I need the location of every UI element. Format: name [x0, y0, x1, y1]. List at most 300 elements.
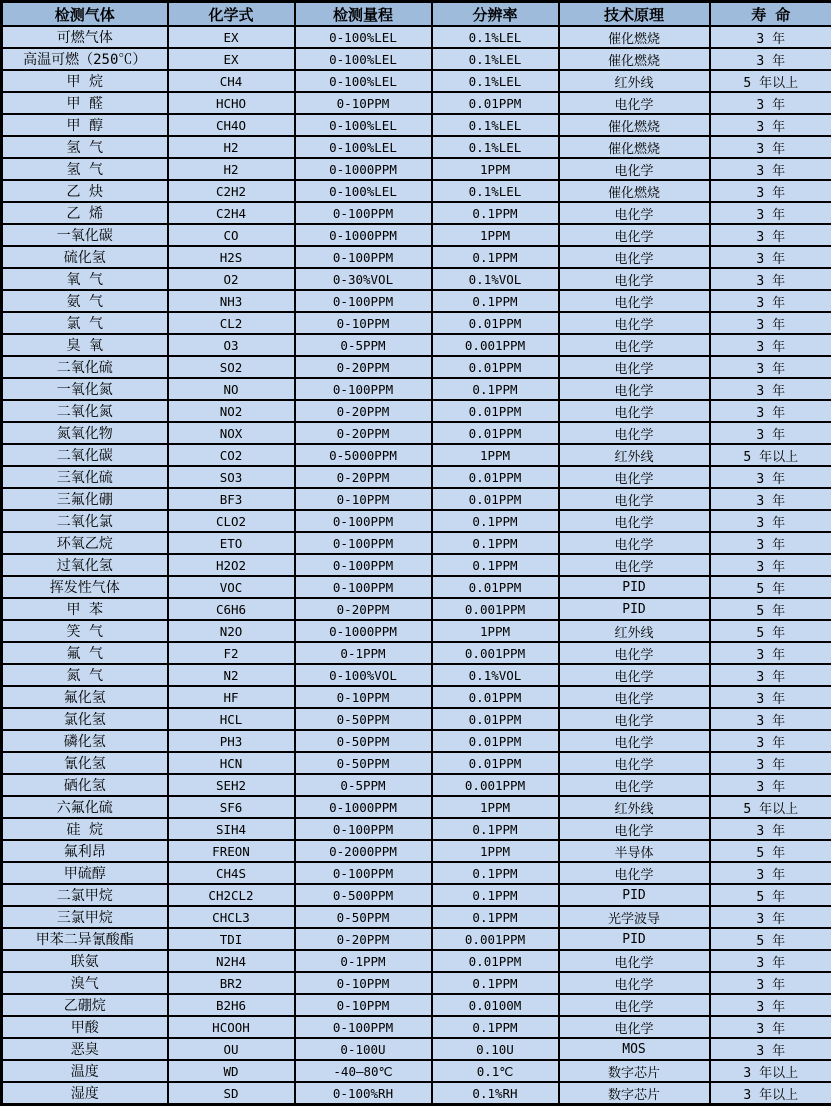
cell-resolution: 0.10U: [432, 1038, 559, 1060]
cell-technology-principle: MOS: [559, 1038, 710, 1060]
cell-resolution: 0.01PPM: [432, 950, 559, 972]
cell-detection-range: 0-10PPM: [295, 488, 432, 510]
cell-chemical-formula: PH3: [168, 730, 295, 752]
cell-chemical-formula: EX: [168, 48, 295, 70]
cell-technology-principle: 电化学: [559, 356, 710, 378]
cell-gas-name: 氧 气: [2, 268, 168, 290]
column-header-principle: 技术原理: [559, 2, 710, 27]
cell-lifespan: 3 年: [710, 378, 831, 400]
cell-lifespan: 5 年以上: [710, 70, 831, 92]
cell-detection-range: 0-20PPM: [295, 422, 432, 444]
cell-detection-range: 0-100PPM: [295, 1016, 432, 1038]
cell-technology-principle: 电化学: [559, 422, 710, 444]
cell-gas-name: 三氯甲烷: [2, 906, 168, 928]
cell-technology-principle: 数字芯片: [559, 1060, 710, 1082]
cell-technology-principle: PID: [559, 598, 710, 620]
cell-lifespan: 3 年: [710, 356, 831, 378]
cell-detection-range: 0-10PPM: [295, 972, 432, 994]
cell-detection-range: 0-100%LEL: [295, 26, 432, 48]
cell-gas-name: 六氟化硫: [2, 796, 168, 818]
cell-detection-range: 0-20PPM: [295, 598, 432, 620]
table-row: [2, 686, 831, 708]
cell-technology-principle: 电化学: [559, 268, 710, 290]
cell-lifespan: 3 年: [710, 202, 831, 224]
cell-chemical-formula: N2O: [168, 620, 295, 642]
cell-resolution: 0.1PPM: [432, 818, 559, 840]
table-row: [2, 972, 831, 994]
cell-resolution: 0.1%VOL: [432, 268, 559, 290]
cell-resolution: 1PPM: [432, 620, 559, 642]
cell-technology-principle: 电化学: [559, 158, 710, 180]
cell-lifespan: 5 年: [710, 620, 831, 642]
table-row: [2, 796, 831, 818]
cell-detection-range: 0-100%RH: [295, 1082, 432, 1105]
cell-technology-principle: 电化学: [559, 290, 710, 312]
column-header-gas: 检测气体: [2, 2, 168, 27]
cell-technology-principle: 电化学: [559, 400, 710, 422]
cell-technology-principle: 红外线: [559, 70, 710, 92]
cell-technology-principle: 电化学: [559, 950, 710, 972]
cell-detection-range: 0-100%LEL: [295, 70, 432, 92]
cell-detection-range: 0-100PPM: [295, 532, 432, 554]
cell-technology-principle: 数字芯片: [559, 1082, 710, 1105]
cell-technology-principle: 电化学: [559, 708, 710, 730]
cell-detection-range: 0-100PPM: [295, 818, 432, 840]
cell-chemical-formula: HCL: [168, 708, 295, 730]
cell-technology-principle: 电化学: [559, 466, 710, 488]
cell-detection-range: 0-100%LEL: [295, 48, 432, 70]
cell-lifespan: 3 年: [710, 114, 831, 136]
cell-technology-principle: PID: [559, 928, 710, 950]
cell-gas-name: 氟 气: [2, 642, 168, 664]
table-row: [2, 708, 831, 730]
cell-lifespan: 3 年: [710, 686, 831, 708]
table-row: [2, 400, 831, 422]
cell-gas-name: 磷化氢: [2, 730, 168, 752]
cell-lifespan: 3 年: [710, 246, 831, 268]
table-row: [2, 774, 831, 796]
cell-chemical-formula: CO: [168, 224, 295, 246]
cell-chemical-formula: C6H6: [168, 598, 295, 620]
cell-resolution: 0.1%RH: [432, 1082, 559, 1105]
cell-resolution: 0.001PPM: [432, 642, 559, 664]
cell-technology-principle: 半导体: [559, 840, 710, 862]
cell-chemical-formula: N2: [168, 664, 295, 686]
cell-detection-range: 0-1000PPM: [295, 158, 432, 180]
cell-detection-range: 0-20PPM: [295, 400, 432, 422]
cell-detection-range: 0-100PPM: [295, 510, 432, 532]
cell-resolution: 0.1%VOL: [432, 664, 559, 686]
cell-gas-name: 甲苯二异氰酸酯: [2, 928, 168, 950]
cell-gas-name: 一氧化碳: [2, 224, 168, 246]
cell-chemical-formula: HCN: [168, 752, 295, 774]
cell-gas-name: 挥发性气体: [2, 576, 168, 598]
table-row: [2, 928, 831, 950]
cell-lifespan: 3 年: [710, 422, 831, 444]
cell-technology-principle: PID: [559, 576, 710, 598]
cell-resolution: 0.1PPM: [432, 884, 559, 906]
cell-technology-principle: 电化学: [559, 224, 710, 246]
cell-lifespan: 3 年: [710, 708, 831, 730]
table-row: [2, 488, 831, 510]
cell-technology-principle: PID: [559, 884, 710, 906]
cell-technology-principle: 催化燃烧: [559, 114, 710, 136]
cell-resolution: 0.1PPM: [432, 246, 559, 268]
cell-chemical-formula: CH4: [168, 70, 295, 92]
cell-detection-range: -40—80℃: [295, 1060, 432, 1082]
cell-resolution: 0.001PPM: [432, 334, 559, 356]
cell-detection-range: 0-1000PPM: [295, 224, 432, 246]
cell-chemical-formula: O3: [168, 334, 295, 356]
cell-chemical-formula: H2: [168, 136, 295, 158]
cell-gas-name: 二氧化氯: [2, 510, 168, 532]
cell-technology-principle: 电化学: [559, 1016, 710, 1038]
cell-lifespan: 3 年: [710, 906, 831, 928]
cell-technology-principle: 电化学: [559, 730, 710, 752]
cell-chemical-formula: FREON: [168, 840, 295, 862]
table-row: [2, 224, 831, 246]
cell-chemical-formula: N2H4: [168, 950, 295, 972]
cell-resolution: 1PPM: [432, 158, 559, 180]
cell-chemical-formula: HCOOH: [168, 1016, 295, 1038]
cell-lifespan: 3 年: [710, 466, 831, 488]
cell-gas-name: 二氧化硫: [2, 356, 168, 378]
table-row: [2, 444, 831, 466]
cell-lifespan: 5 年: [710, 598, 831, 620]
cell-chemical-formula: H2: [168, 158, 295, 180]
table-row: [2, 334, 831, 356]
cell-lifespan: 3 年: [710, 994, 831, 1016]
cell-resolution: 0.01PPM: [432, 312, 559, 334]
cell-technology-principle: 红外线: [559, 796, 710, 818]
cell-gas-name: 氮氧化物: [2, 422, 168, 444]
cell-gas-name: 氨 气: [2, 290, 168, 312]
cell-detection-range: 0-20PPM: [295, 928, 432, 950]
cell-lifespan: 3 年: [710, 136, 831, 158]
cell-gas-name: 环氧乙烷: [2, 532, 168, 554]
cell-resolution: 0.01PPM: [432, 92, 559, 114]
table-row: [2, 642, 831, 664]
table-row: [2, 136, 831, 158]
cell-chemical-formula: BR2: [168, 972, 295, 994]
cell-gas-name: 甲硫醇: [2, 862, 168, 884]
cell-chemical-formula: HF: [168, 686, 295, 708]
cell-chemical-formula: NOX: [168, 422, 295, 444]
cell-lifespan: 3 年: [710, 290, 831, 312]
cell-chemical-formula: SF6: [168, 796, 295, 818]
cell-chemical-formula: ETO: [168, 532, 295, 554]
cell-detection-range: 0-2000PPM: [295, 840, 432, 862]
cell-lifespan: 3 年: [710, 510, 831, 532]
cell-chemical-formula: SD: [168, 1082, 295, 1105]
cell-detection-range: 0-10PPM: [295, 686, 432, 708]
cell-lifespan: 3 年: [710, 312, 831, 334]
cell-lifespan: 3 年: [710, 972, 831, 994]
cell-gas-name: 恶臭: [2, 1038, 168, 1060]
cell-gas-name: 一氧化氮: [2, 378, 168, 400]
cell-chemical-formula: BF3: [168, 488, 295, 510]
cell-resolution: 1PPM: [432, 224, 559, 246]
cell-resolution: 0.01PPM: [432, 422, 559, 444]
cell-technology-principle: 催化燃烧: [559, 180, 710, 202]
cell-lifespan: 3 年: [710, 532, 831, 554]
cell-lifespan: 3 年: [710, 1038, 831, 1060]
table-row: [2, 510, 831, 532]
table-row: [2, 26, 831, 48]
cell-detection-range: 0-50PPM: [295, 752, 432, 774]
cell-detection-range: 0-1PPM: [295, 642, 432, 664]
cell-technology-principle: 光学波导: [559, 906, 710, 928]
cell-detection-range: 0-10PPM: [295, 994, 432, 1016]
cell-gas-name: 二氧化碳: [2, 444, 168, 466]
table-row: [2, 1016, 831, 1038]
table-row: [2, 906, 831, 928]
cell-detection-range: 0-100PPM: [295, 576, 432, 598]
cell-technology-principle: 催化燃烧: [559, 136, 710, 158]
table-row: [2, 620, 831, 642]
cell-gas-name: 臭 氧: [2, 334, 168, 356]
table-row: [2, 70, 831, 92]
cell-detection-range: 0-100%VOL: [295, 664, 432, 686]
cell-lifespan: 5 年: [710, 884, 831, 906]
table-header: [2, 2, 831, 27]
cell-detection-range: 0-100PPM: [295, 246, 432, 268]
column-header-lifespan: 寿 命: [710, 2, 831, 27]
table-row: [2, 268, 831, 290]
cell-chemical-formula: C2H4: [168, 202, 295, 224]
cell-lifespan: 3 年: [710, 862, 831, 884]
cell-detection-range: 0-10PPM: [295, 92, 432, 114]
cell-lifespan: 3 年: [710, 334, 831, 356]
cell-technology-principle: 电化学: [559, 642, 710, 664]
cell-gas-name: 氮 气: [2, 664, 168, 686]
cell-technology-principle: 电化学: [559, 994, 710, 1016]
cell-detection-range: 0-1000PPM: [295, 796, 432, 818]
table-row: [2, 114, 831, 136]
table-row: [2, 92, 831, 114]
cell-detection-range: 0-100PPM: [295, 202, 432, 224]
cell-technology-principle: 电化学: [559, 510, 710, 532]
cell-gas-name: 可燃气体: [2, 26, 168, 48]
cell-lifespan: 5 年: [710, 928, 831, 950]
cell-chemical-formula: NH3: [168, 290, 295, 312]
cell-chemical-formula: OU: [168, 1038, 295, 1060]
table-row: [2, 290, 831, 312]
cell-chemical-formula: C2H2: [168, 180, 295, 202]
table-row: [2, 312, 831, 334]
cell-gas-name: 笑 气: [2, 620, 168, 642]
cell-detection-range: 0-50PPM: [295, 708, 432, 730]
cell-chemical-formula: CH2CL2: [168, 884, 295, 906]
cell-detection-range: 0-20PPM: [295, 466, 432, 488]
cell-lifespan: 3 年: [710, 400, 831, 422]
cell-lifespan: 5 年以上: [710, 796, 831, 818]
cell-chemical-formula: CHCL3: [168, 906, 295, 928]
cell-resolution: 0.1PPM: [432, 378, 559, 400]
cell-lifespan: 3 年: [710, 642, 831, 664]
cell-technology-principle: 电化学: [559, 972, 710, 994]
cell-technology-principle: 电化学: [559, 664, 710, 686]
table-body: [2, 26, 831, 1105]
header-row: [2, 2, 831, 27]
cell-lifespan: 3 年: [710, 92, 831, 114]
cell-resolution: 0.01PPM: [432, 730, 559, 752]
cell-gas-name: 氟利昂: [2, 840, 168, 862]
cell-resolution: 0.01PPM: [432, 488, 559, 510]
cell-chemical-formula: EX: [168, 26, 295, 48]
cell-detection-range: 0-100PPM: [295, 378, 432, 400]
cell-resolution: 0.1PPM: [432, 554, 559, 576]
cell-detection-range: 0-5000PPM: [295, 444, 432, 466]
table-row: [2, 840, 831, 862]
table-row: [2, 752, 831, 774]
table-row: [2, 884, 831, 906]
cell-resolution: 0.1%LEL: [432, 48, 559, 70]
cell-chemical-formula: WD: [168, 1060, 295, 1082]
cell-chemical-formula: TDI: [168, 928, 295, 950]
table-row: [2, 48, 831, 70]
table-row: [2, 1060, 831, 1082]
cell-gas-name: 氯化氢: [2, 708, 168, 730]
cell-lifespan: 3 年: [710, 1016, 831, 1038]
cell-gas-name: 乙 炔: [2, 180, 168, 202]
cell-technology-principle: 电化学: [559, 202, 710, 224]
cell-gas-name: 甲酸: [2, 1016, 168, 1038]
cell-chemical-formula: CH4S: [168, 862, 295, 884]
cell-detection-range: 0-5PPM: [295, 334, 432, 356]
cell-detection-range: 0-5PPM: [295, 774, 432, 796]
cell-resolution: 0.01PPM: [432, 466, 559, 488]
cell-chemical-formula: SEH2: [168, 774, 295, 796]
cell-gas-name: 硫化氢: [2, 246, 168, 268]
table-row: [2, 598, 831, 620]
cell-detection-range: 0-50PPM: [295, 730, 432, 752]
cell-technology-principle: 红外线: [559, 444, 710, 466]
cell-technology-principle: 电化学: [559, 488, 710, 510]
cell-resolution: 0.1PPM: [432, 972, 559, 994]
cell-gas-name: 甲 苯: [2, 598, 168, 620]
cell-resolution: 0.1PPM: [432, 510, 559, 532]
cell-gas-name: 三氧化硫: [2, 466, 168, 488]
cell-resolution: 0.1℃: [432, 1060, 559, 1082]
cell-resolution: 0.001PPM: [432, 598, 559, 620]
table-row: [2, 246, 831, 268]
cell-technology-principle: 电化学: [559, 818, 710, 840]
cell-technology-principle: 电化学: [559, 312, 710, 334]
cell-resolution: 0.01PPM: [432, 752, 559, 774]
cell-detection-range: 0-100%LEL: [295, 114, 432, 136]
cell-chemical-formula: VOC: [168, 576, 295, 598]
cell-chemical-formula: H2S: [168, 246, 295, 268]
cell-chemical-formula: SO2: [168, 356, 295, 378]
cell-gas-name: 甲 醇: [2, 114, 168, 136]
cell-gas-name: 乙硼烷: [2, 994, 168, 1016]
cell-resolution: 0.1%LEL: [432, 70, 559, 92]
table-row: [2, 730, 831, 752]
cell-technology-principle: 电化学: [559, 532, 710, 554]
cell-gas-name: 过氧化氢: [2, 554, 168, 576]
cell-gas-name: 联氨: [2, 950, 168, 972]
cell-lifespan: 5 年: [710, 576, 831, 598]
table-row: [2, 1082, 831, 1105]
cell-resolution: 0.1PPM: [432, 862, 559, 884]
cell-detection-range: 0-50PPM: [295, 906, 432, 928]
cell-lifespan: 3 年: [710, 488, 831, 510]
cell-lifespan: 3 年: [710, 48, 831, 70]
cell-chemical-formula: B2H6: [168, 994, 295, 1016]
cell-lifespan: 3 年: [710, 818, 831, 840]
cell-lifespan: 3 年: [710, 224, 831, 246]
cell-lifespan: 3 年: [710, 268, 831, 290]
cell-chemical-formula: H2O2: [168, 554, 295, 576]
cell-detection-range: 0-100PPM: [295, 290, 432, 312]
cell-resolution: 0.01PPM: [432, 576, 559, 598]
cell-lifespan: 3 年: [710, 774, 831, 796]
cell-gas-name: 乙 烯: [2, 202, 168, 224]
cell-gas-name: 溴气: [2, 972, 168, 994]
cell-resolution: 0.1%LEL: [432, 114, 559, 136]
table-row: [2, 554, 831, 576]
cell-lifespan: 3 年以上: [710, 1082, 831, 1105]
cell-chemical-formula: CL2: [168, 312, 295, 334]
cell-lifespan: 3 年: [710, 664, 831, 686]
cell-gas-name: 甲 烷: [2, 70, 168, 92]
cell-lifespan: 5 年: [710, 840, 831, 862]
cell-technology-principle: 电化学: [559, 378, 710, 400]
table-row: [2, 664, 831, 686]
cell-detection-range: 0-100PPM: [295, 554, 432, 576]
table-row: [2, 818, 831, 840]
cell-resolution: 0.1PPM: [432, 532, 559, 554]
table-row: [2, 576, 831, 598]
cell-gas-name: 三氟化硼: [2, 488, 168, 510]
table-row: [2, 994, 831, 1016]
cell-detection-range: 0-1000PPM: [295, 620, 432, 642]
cell-lifespan: 5 年以上: [710, 444, 831, 466]
cell-technology-principle: 电化学: [559, 246, 710, 268]
cell-resolution: 0.01PPM: [432, 708, 559, 730]
cell-lifespan: 3 年: [710, 950, 831, 972]
cell-lifespan: 3 年以上: [710, 1060, 831, 1082]
cell-detection-range: 0-500PPM: [295, 884, 432, 906]
cell-chemical-formula: CO2: [168, 444, 295, 466]
cell-resolution: 1PPM: [432, 444, 559, 466]
cell-gas-name: 硅 烷: [2, 818, 168, 840]
cell-resolution: 0.0100M: [432, 994, 559, 1016]
cell-lifespan: 3 年: [710, 158, 831, 180]
cell-resolution: 0.01PPM: [432, 686, 559, 708]
cell-lifespan: 3 年: [710, 26, 831, 48]
cell-resolution: 0.1PPM: [432, 202, 559, 224]
cell-lifespan: 3 年: [710, 180, 831, 202]
cell-technology-principle: 电化学: [559, 554, 710, 576]
cell-gas-name: 氯 气: [2, 312, 168, 334]
cell-technology-principle: 红外线: [559, 620, 710, 642]
cell-detection-range: 0-20PPM: [295, 356, 432, 378]
cell-detection-range: 0-100PPM: [295, 862, 432, 884]
table-row: [2, 180, 831, 202]
cell-detection-range: 0-100%LEL: [295, 136, 432, 158]
table-row: [2, 202, 831, 224]
cell-chemical-formula: NO2: [168, 400, 295, 422]
cell-resolution: 1PPM: [432, 796, 559, 818]
cell-technology-principle: 电化学: [559, 862, 710, 884]
cell-chemical-formula: SO3: [168, 466, 295, 488]
cell-resolution: 0.001PPM: [432, 928, 559, 950]
cell-chemical-formula: CLO2: [168, 510, 295, 532]
cell-gas-name: 二氧化氮: [2, 400, 168, 422]
cell-resolution: 0.01PPM: [432, 356, 559, 378]
